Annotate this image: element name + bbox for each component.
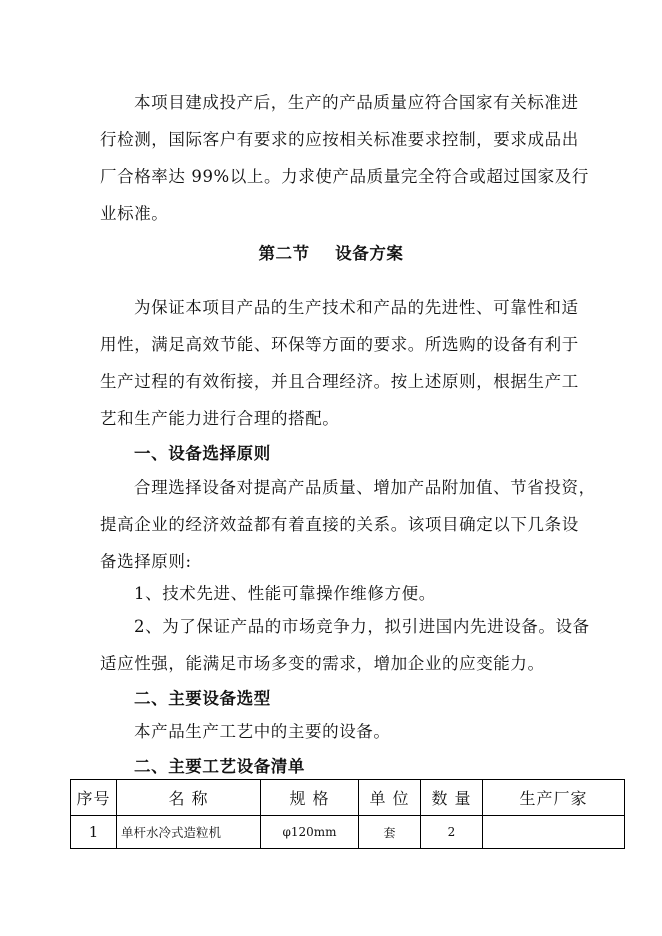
table-row <box>71 816 625 849</box>
header-name: 名 称 <box>117 780 261 816</box>
paragraph-line: 合理选择设备对提高产品质量、增加产品附加值、节省投资， <box>134 478 596 497</box>
paragraph-line: 适应性强，能满足市场多变的需求，增加企业的应变能力。 <box>100 654 545 673</box>
paragraph-line: 2、为了保证产品的市场竞争力，拟引进国内先进设备。设备 <box>134 617 590 636</box>
paragraph-line: 提高企业的经济效益都有着直接的关系。该项目确定以下几条设 <box>100 515 579 534</box>
paragraph-line: 艺和生产能力进行合理的搭配。 <box>100 409 340 428</box>
paragraph-line: 用性，满足高效节能、环保等方面的要求。所选购的设备有利于 <box>100 335 579 354</box>
paragraph-line: 生产过程的有效衔接，并且合理经济。按上述原则，根据生产工 <box>100 372 579 391</box>
cell-manufacturer <box>483 816 625 849</box>
header-index: 序号 <box>71 780 117 816</box>
subheading-selection-principles: 一、设备选择原则 <box>134 444 271 463</box>
paragraph-line: 行检测，国际客户有要求的应按相关标准要求控制，要求成品出 <box>100 130 579 149</box>
subheading-equipment-selection: 二、主要设备选型 <box>134 689 271 708</box>
principle-item-2 <box>100 608 590 682</box>
cell-unit: 套 <box>359 816 421 849</box>
paragraph-line: 备选择原则: <box>100 552 192 571</box>
cell-spec: φ120mm <box>261 816 359 849</box>
table-header-row <box>71 780 625 816</box>
paragraph-line: 厂合格率达 99%以上。力求使产品质量完全符合或超过国家及行 <box>100 167 589 186</box>
header-manufacturer: 生产厂家 <box>483 780 625 816</box>
principle-item-1: 1、技术先进、性能可靠操作维修方便。 <box>134 584 436 603</box>
equipment-intro-paragraph <box>100 289 580 437</box>
equipment-table <box>70 779 625 849</box>
cell-quantity: 2 <box>421 816 483 849</box>
section-title-text: 第二节 设备方案 <box>258 244 404 263</box>
header-spec: 规 格 <box>261 780 359 816</box>
header-unit: 单 位 <box>359 780 421 816</box>
subheading-equipment-list: 二、主要工艺设备清单 <box>134 757 305 776</box>
quality-paragraph <box>100 84 589 232</box>
selection-text: 本产品生产工艺中的主要的设备。 <box>134 722 391 741</box>
cell-name: 单杆水冷式造粒机 <box>117 816 261 849</box>
cell-index: 1 <box>71 816 117 849</box>
paragraph-line: 业标准。 <box>100 204 169 223</box>
paragraph-line: 本项目建成投产后，生产的产品质量应符合国家有关标准进 <box>134 93 579 112</box>
paragraph-line: 为保证本项目产品的生产技术和产品的先进性、可靠性和适 <box>134 298 579 317</box>
header-quantity: 数 量 <box>421 780 483 816</box>
section-title <box>0 240 662 264</box>
principles-paragraph <box>100 469 596 580</box>
